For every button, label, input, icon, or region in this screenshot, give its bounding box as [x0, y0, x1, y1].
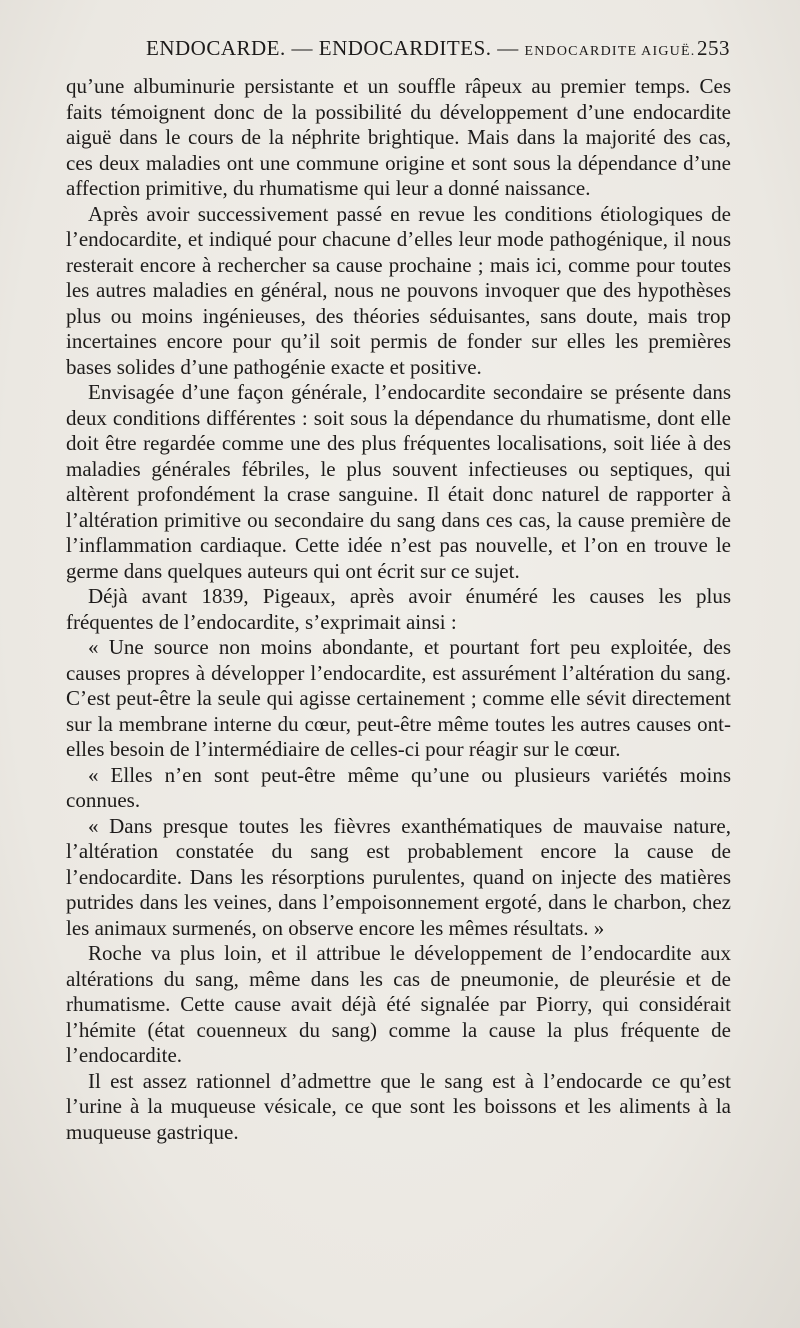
- paragraph-final: Il est assez rationnel d’admettre que le sang est à l’endocarde ce qu’est l’urine à la muqueuse vésicale, ce que sont les boissons et les aliments à la muqueuse gastrique.: [66, 1068, 731, 1144]
- paragraph-4: Déjà avant 1839, Pigeaux, après avoir énuméré les causes les plus fréquentes de l’endocardite, s’exprimait ainsi :: [66, 584, 731, 634]
- running-head-title: [146, 36, 695, 61]
- quote-paragraph-2: « Elles n’en sont peut-être même qu’une ou plusieurs variétés moins connues.: [66, 762, 731, 812]
- paragraph-1: qu’une albuminurie persistante et un souffle râpeux au premier temps. Ces faits témoignent donc de la possibilité du développement d’une endocardite aiguë dans le cours de la néphrite brightique. Mais dans la majorité des cas, ces deux maladies ont une commune origine et sont sous la dépendance d’une affection primitive, du rhumatisme qui leur a donné naissance.: [66, 74, 731, 200]
- paragraph-roche: Roche va plus loin, et il attribue le développement de l’endocardite aux altérations du sang, même dans les cas de pneumonie, de pleurésie et de rhumatisme. Cette cause avait déjà été signalée par Piorry, qui considérait l’hémite (état couenneux du sang) comme la cause la plus fréquente de l’endocardite.: [66, 941, 731, 1067]
- paragraph-3: Envisagée d’une façon générale, l’endocardite secondaire se présente dans deux conditions différentes : soit sous la dépendance du rhumatisme, dont elle doit être regardée comme une des plus fréquentes localisations, soit liée à des maladies générales fébriles, le plus souvent infectieuses ou septiques, qui altèrent profondément la crase sanguine. Il était donc naturel de rapporter à l’altération primitive ou secondaire du sang dans ces cas, la cause première de l’inflammation cardiaque. Cette idée n’est pas nouvelle, et l’on en trouve le germe dans quelques auteurs qui ont écrit sur ce sujet.: [66, 380, 731, 583]
- quote-paragraph-1: « Une source non moins abondante, et pourtant fort peu exploitée, des causes propres à développer l’endocardite, est assurément l’altération du sang. C’est peut-être la seule qui agisse certainement ; comme elle sévit directement sur la membrane interne du cœur, peut-être même toutes les autres causes ont-elles besoin de l’intermédiaire de celles-ci pour réagir sur le cœur.: [66, 635, 731, 761]
- quote-paragraph-3: « Dans presque toutes les fièvres exanthématiques de mauvaise nature, l’altération constatée du sang est probablement encore la cause de l’endocardite. Dans les résorptions purulentes, quand on injecte des matières putrides dans les veines, dans l’empoisonnement ergoté, dans le charbon, chez les animaux surmenés, on observe encore les mêmes résultats. »: [66, 813, 731, 940]
- paragraph-2: Après avoir successivement passé en revue les conditions étiologiques de l’endocardite, et indiqué pour chacune d’elles leur mode pathogénique, il nous resterait encore à rechercher sa cause prochaine ; mais ici, comme pour toutes les autres maladies en général, nous ne pouvons invoquer que des hypothèses plus ou moins ingénieuses, des théories séduisantes, sans doute, mais trop incertaines encore pour qu’il soit permis de fonder sur elles les premières bases solides d’une pathogénie exacte et positive.: [66, 201, 731, 379]
- body-text: [66, 74, 731, 1145]
- header-subtitle: ENDOCARDITE AIGUË.: [524, 44, 696, 59]
- page-number: 253: [697, 36, 730, 60]
- running-head: [64, 36, 730, 66]
- header-title: ENDOCARDE. — ENDOCARDITES. —: [146, 36, 519, 60]
